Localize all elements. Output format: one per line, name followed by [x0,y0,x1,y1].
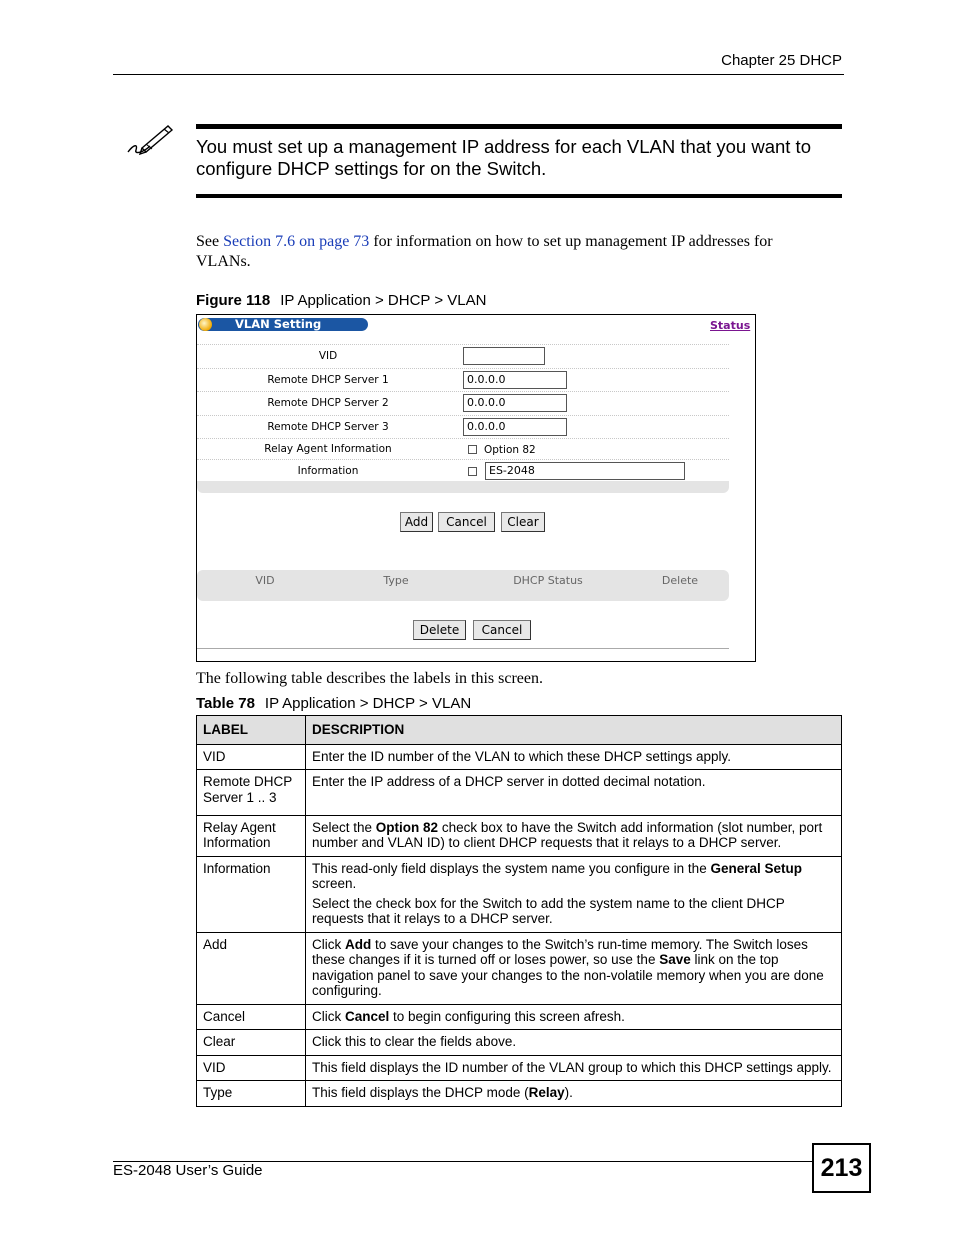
table-header-row [197,716,842,745]
table-header-delete: Delete [661,574,699,587]
desc-bold: Add [345,936,372,952]
header-divider [113,74,844,75]
chapter-title: Chapter 25 DHCP [721,52,842,69]
row-label: Remote DHCP Server 1 .. 3 [197,770,306,816]
note-top-bar [196,124,842,129]
row-label: Type [197,1081,306,1107]
table-row [197,1030,842,1056]
header-description: DESCRIPTION [306,716,842,745]
row-description: Enter the ID number of the VLAN to which these DHCP settings apply. [306,744,842,770]
row-label: Information [197,856,306,932]
row-description [306,1081,842,1107]
note-bottom-bar [196,194,842,198]
row-description: Click this to clear the fields above. [306,1030,842,1056]
row-label: Add [197,932,306,1004]
vlan-screen [196,314,756,662]
page-number: 213 [812,1143,871,1193]
table-header-type: Type [383,574,409,587]
note-pencil-icon [124,122,174,163]
add-button[interactable]: Add [400,512,433,532]
form-separator [197,459,729,460]
form-separator [197,415,729,416]
remote-dhcp-server-3-input[interactable]: 0.0.0.0 [463,418,567,436]
remote-dhcp-server-3-label: Remote DHCP Server 3 [267,421,389,433]
screen-bottom-divider [197,648,729,649]
figure-title: IP Application > DHCP > VLAN [280,292,487,309]
row-label: Relay Agent Information [197,815,306,856]
table-label: Table 78 [196,695,255,712]
table-row [197,1055,842,1081]
row-description [306,856,842,932]
table-title: IP Application > DHCP > VLAN [264,695,472,712]
information-input: ES-2048 [485,462,685,480]
desc-text: to save your changes to the Switch’s run-time memory. The Switch loses these changes if it is turned off or loses power, so use the [312,936,808,967]
figure-caption [196,292,486,309]
row-description-text: Enter the IP address of a DHCP server in dotted decimal notation. [312,774,706,789]
table-row [197,1004,842,1030]
figure-label: Figure 118 [196,292,271,309]
desc-text: ). [564,1085,573,1100]
desc-bold: General Setup [710,860,802,876]
table-caption [196,695,471,712]
body-paragraph [196,232,821,272]
desc-text: This field displays the DHCP mode ( [312,1085,529,1100]
row-label: VID [197,744,306,770]
form-separator [197,391,729,392]
desc-paragraph [312,861,835,892]
description-table [196,715,842,1107]
note-text: You must set up a management IP address for each VLAN that you want to configure DHCP settings for on the Switch. [196,136,811,179]
form-separator [197,438,729,439]
information-label: Information [297,465,359,477]
desc-text: to begin configuring this screen afresh. [389,1008,625,1024]
vid-label: VID [318,350,338,362]
row-label: VID [197,1055,306,1081]
relay-agent-info-label: Relay Agent Information [264,443,392,455]
table-row [197,815,842,856]
title-orb-icon [199,318,212,331]
table-row [197,932,842,1004]
desc-text: This read-only field displays the system name you configure in the [312,860,711,876]
desc-text: link on the top navigation panel to save your changes to the non-volatile memory when you are done configuring. [312,952,824,998]
remote-dhcp-server-1-label: Remote DHCP Server 1 [267,374,389,386]
row-description [306,815,842,856]
header-label: LABEL [197,716,306,745]
remote-dhcp-server-1-input[interactable]: 0.0.0.0 [463,371,567,389]
remote-dhcp-server-2-input[interactable]: 0.0.0.0 [463,394,567,412]
form-separator [197,368,729,369]
option82-label: Option 82 [484,444,536,456]
cancel-button-2[interactable]: Cancel [473,620,531,640]
table-row [197,1081,842,1107]
desc-text: Click [312,936,345,952]
form-separator [197,344,729,345]
desc-paragraph: Select the check box for the Switch to add the system name to the client DHCP requests that it relays to a DHCP server. [312,895,785,926]
cancel-button[interactable]: Cancel [438,512,495,532]
vlan-setting-title: VLAN Setting [235,317,322,331]
desc-bold: Save [659,952,691,967]
table-header-vid: VID [255,574,275,587]
desc-text: check box to have the Switch add information (slot number, port number and VLAN ID) to client DHCP requests that it relays to a DHCP server. [312,819,823,850]
desc-bold: Cancel [345,1008,390,1024]
guide-title: ES-2048 User’s Guide [113,1162,263,1179]
row-spacer [312,794,835,810]
section-link[interactable]: Section 7.6 on page 73 [223,233,370,250]
desc-bold: Relay [528,1085,565,1100]
row-description: This field displays the ID number of the VLAN group to which this DHCP settings apply. [306,1055,842,1081]
option82-checkbox[interactable] [468,445,477,454]
delete-button[interactable]: Delete [413,620,466,640]
desc-bold: Option 82 [375,819,439,835]
desc-text: Click [312,1008,345,1024]
form-footer-bar [197,481,729,493]
paragraph-prefix: See [196,233,224,250]
table-row [197,744,842,770]
table-intro: The following table describes the labels in this screen. [196,670,544,687]
row-description [306,932,842,1004]
remote-dhcp-server-2-label: Remote DHCP Server 2 [267,397,389,409]
vlan-form [197,340,729,493]
desc-text: Select the [312,819,376,835]
table-row [197,856,842,932]
row-description [306,1004,842,1030]
information-checkbox[interactable] [468,467,477,476]
row-label: Cancel [197,1004,306,1030]
clear-button[interactable]: Clear [501,512,545,532]
vid-input[interactable] [463,347,545,365]
table-row [197,770,842,816]
status-link[interactable]: Status [710,319,751,332]
paragraph-suffix: for information on how to set up management IP addresses for VLANs. [196,233,773,270]
table-header-dhcp-status: DHCP Status [513,574,583,587]
row-description [306,770,842,816]
desc-text: screen. [312,876,357,891]
row-label: Clear [197,1030,306,1056]
